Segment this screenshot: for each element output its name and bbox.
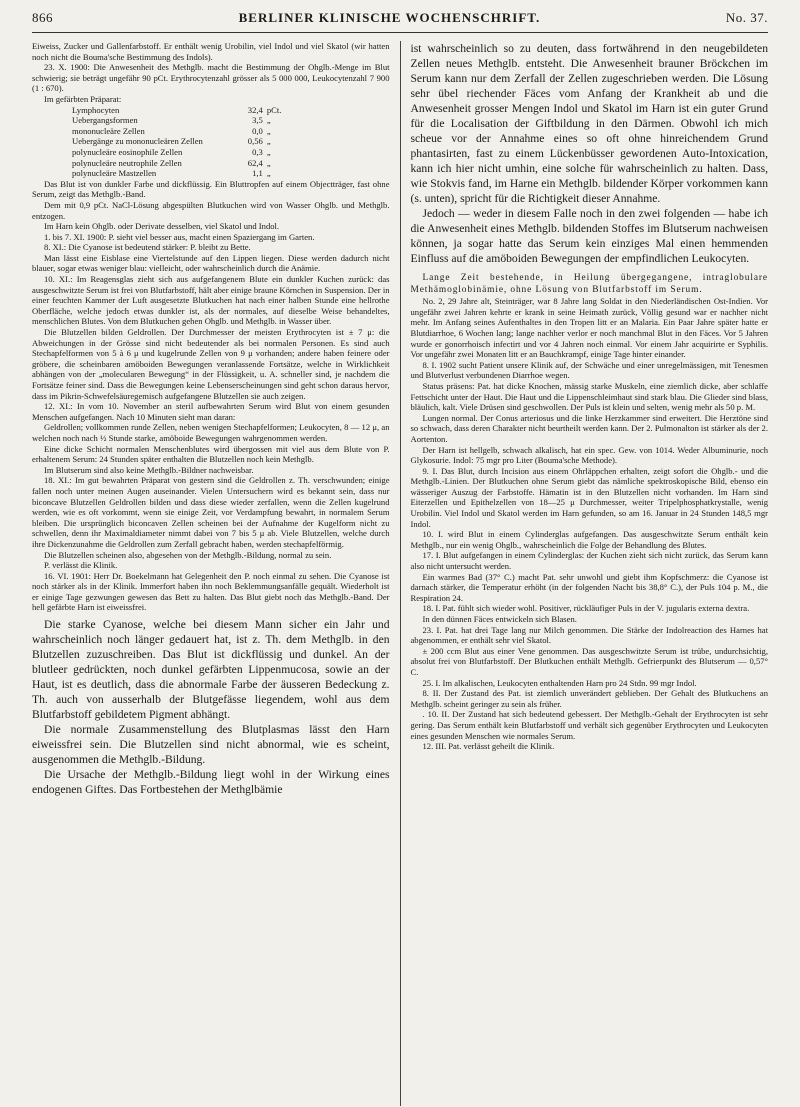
cell-unit: „ [266,125,271,136]
page-number: 866 [32,10,53,25]
issue-number: No. 37. [725,10,768,25]
running-header [32,10,768,33]
cell-unit: „ [266,157,271,168]
cell-unit: „ [266,146,271,157]
paragraph: Die normale Zusammenstellung des Blutplasmas lässt den Harn eiweissfrei sein. Die Blutzellen sind nicht abnormal, wie es scheint, ausgenommen die Methglb.-Bildung. [32,723,390,767]
paragraph: 23. X. 1900: Die Anwesenheit des Methglb. macht die Bestimmung der Ohglb.-Menge im Blut schwierig; sie beträgt ungefähr 90 pCt. Erythrocytenzahl grösser als 5 000 000, Leukocytenzahl 7 900 (1 : 670). [32,62,390,94]
left-column [32,41,390,1106]
paragraph: Jedoch — weder in diesem Falle noch in den zwei folgenden — habe ich die Anwesenheit eines Methglb. bildenden Stoffes im Blutserum nachweisen können, ja sogar hatte das Serum kein einziges Mal einen hemmenden Einfluss auf die amöboiden Bewegungen der empfindlichen Leukocyten. [410,207,768,265]
cell-label: polynucleäre Mastzellen [72,168,157,179]
paragraph: Ein warmes Bad (37° C.) macht Pat. sehr unwohl und giebt ihm Kopfschmerz: die Cyanose ist darnach stärker, die Temperatur erhöht (in der folgenden Nacht bis 38,8° C.), der Puls 104 p. M., die Respiration 24. [410,571,768,603]
paragraph: Die Blutzellen bilden Geldrollen. Der Durchmesser der meisten Erythrocyten ist ± 7 μ: die Abweichungen in der Grösse sind nicht bedeutender als bei normalen Personen. Es sind auch Stechapfelformen von 5 à 6 μ und kugelrunde Zellen von 9 μ vorhanden; andere haben feinere oder gröbere, die scheinbaren amöboiden Bewegungen veranlassende Fortsätze, welche in Wirklichkeit abhängen von der „molecularen Bewegung“ in der Flüssigkeit, u. A. schneller sind, je nachdem die Fortsätze feiner sind. Dass die Bewegungen keine Lebenserscheinungen sind geht schon daraus hervor, dass im Pikrin-Schwefelsäuregemisch aufgefangene Blutzellen sie auch zeigen. [32,327,390,401]
two-column-body [32,41,768,1106]
cell-unit: pCt. [266,104,282,115]
cell-value: 0,3 [252,146,263,157]
paragraph: 10. XI.: Im Reagensglas zieht sich aus aufgefangenem Blute ein dunkler Kuchen zurück: das ausgeschwitzte Serum ist frei von Blutfarbstoff, hält aber einige braune Körnchen in Suspension. Der in einer feuchten Kammer der Luft ausgesetzte Blutkuchen hat nach einer halben Stunde eine hellrothe Oberfläche, welche jedoch etwas dunkler ist, als der normales, auf dieselbe Weise behandeltes, menschlichen Blutes. Von dem Blutkuchen gehen Ohglb. und Methglb. in Wasser über. [32,274,390,327]
table-row [72,105,281,116]
paragraph: ± 200 ccm Blut aus einer Vene genommen. Das ausgeschwitzte Serum ist trübe, undurchsichtig, absolut frei von Blutfarbstoff. Der Blutkuchen enthält Methglb. Gefrierpunkt des Blutserum — 0,57° C. [410,645,768,677]
paragraph: Eine dicke Schicht normalen Menschenblutes wird übergossen mit viel aus dem Blute von P. erhaltenem Serum: 24 Stunden später enthalten die Blutzellen noch kein Methglb. [32,443,390,465]
paragraph: No. 2, 29 Jahre alt, Steinträger, war 8 Jahre lang Soldat in den Niederländischen Ost-Indien. Vor ungefähr zwei Jahren kehrte er krank in seine Heimath zurück, Völlig gesund war er nachher nicht mehr. Im Anfang seines Aufenthaltes in den Tropen litt er an Malaria. Ein Paar Jahre später hatte er Blutdiarrhoe, 6 Wochen lang; lange nachher verlor er noch manchmal Blut in den Fäces. Vor 5 Jahren wurde er gonorrhoisch infectirt und vor 4 Jahren noch einmal. Vor einem Jahr acquirirte er Syphilis. Vor ungefähr zwei Monaten litt er an Bauchkrampf, einige Tage hinter einander. [410,296,768,360]
paragraph: Der Harn ist hellgelb, schwach alkalisch, hat ein spec. Gew. von 1014. Weder Albuminurie, noch Glykosurie. Indol: 75 mgr pro Liter (Bouma'sche Methode). [410,444,768,466]
paragraph: Im Harn kein Ohglb. oder Derivate desselben, viel Skatol und Indol. [44,221,280,232]
cell-value: 1,1 [252,168,263,179]
paragraph: 17. I. Blut aufgefangen in einem Cylinderglas: der Kuchen zieht sich nicht zurück, das Serum kann also nicht untersucht werden. [410,550,768,572]
paragraph: 12. XI.: In vom 10. November an steril aufbewahrten Serum wird Blut von einem gesunden Menschen aufgefangen. Nach 10 Minuten sieht man daran: [32,401,390,422]
paragraph: Die Blutzellen scheinen also, abgesehen von der Methglb.-Bildung, normal zu sein. [44,549,332,560]
paragraph: 9. I. Das Blut, durch Incision aus einem Ohrläppchen erhalten, zeigt sofort die Ohglb.- und die Methglb.-Linien. Der Blutkuchen ohne Serum giebt das nämliche spektroskopische Bild, ebenso ein wässeriger Auszug der Farbstoffe. Hämatin ist in den Blutzellen nicht vorhanden. Im Harn sind Eiterzellen und Epithelzellen von 18—25 μ Durchmesser, weiter Tripelphosphatkrystalle, wenig Urobilin. Viel Indol und Skatol werden im Harn gefunden, so am 16. Januar in 24 Stunden 148,5 mgr Indol. [410,465,768,529]
cell-label: polynucleäre neutrophile Zellen [72,157,182,168]
cell-count-table [72,105,281,179]
paragraph: 25. I. Im alkalischen, Leukocyten enthaltenden Harn pro 24 Stdn. 99 mgr Indol. [422,677,697,688]
paragraph: 8. XI.: Die Cyanose ist bedeutend stärker: P. bleibt zu Bette. [44,242,251,253]
cell-label: polynucleäre eosinophile Zellen [72,146,183,157]
paragraph: 8. I. 1902 sucht Patient unsere Klinik auf, der Schwäche und einer unregelmässigen, mit Tenesmen und Blutverlust verbundenen Diarrhoe wegen. [410,359,768,381]
paragraph: 23. I. Pat. hat drei Tage lang nur Milch genommen. Die Stärke der Indolreaction des Harnes hat abgenommen, er enthält sehr viel Skatol. [410,624,768,646]
paragraph: 10. I. wird Blut in einem Cylinderglas aufgefangen. Das ausgeschwitzte Serum enthält kein Methglb., nur ein wenig Ohglb., wahrscheinlich die Folge der Behandlung des Blutes. [410,529,768,550]
paragraph: Im gefärbten Präparat: [44,93,122,104]
paragraph: Man lässt eine Eisblase eine Viertelstunde auf den Lippen liegen. Diese werden dadurch nicht blauer, sogar etwas weniger blau: vielleicht, oder wahrscheinlich durch die Anämie. [32,252,390,274]
cell-label: Lymphocyten [72,104,120,115]
paragraph: Geldrollen; vollkommen runde Zellen, neben wenigen Stechapfelformen; Leukocyten, 8 — 12 μ, an welchen noch nach ½ Stunde starke, amöboide Bewegungen wahrgenommen werden. [32,422,390,443]
table-row [72,136,281,147]
paragraph: 12. III. Pat. verlässt geheilt die Klinik. [422,741,555,752]
paragraph: P. verlässt die Klinik. [44,560,118,571]
paragraph: Eiweiss, Zucker und Gallenfarbstoff. Er enthält wenig Urobilin, viel Indol und viel Skatol (wir hatten noch nicht die Bouma'sche Bestimmung des Indols). [32,41,390,62]
journal-title: BERLINER KLINISCHE WOCHENSCHRIFT. [238,10,541,25]
column-divider [400,41,401,1106]
cell-unit: „ [266,136,271,147]
paragraph: Im Blutserum sind also keine Methglb.-Bildner nachweisbar. [44,464,254,475]
table-row [72,126,281,137]
right-column [410,41,768,1106]
paragraph: In den dünnen Fäces entwickeln sich Blasen. [422,614,577,624]
paragraph: Status präsens: Pat. hat dicke Knochen, mässig starke Muskeln, eine ziemlich dicke, aber schlaffe Fettschicht unter der Haut. Die Haut und die Lippenschleimhaut sind stark blau. Die Glieder sind blass, bläulich, kalt. Viele Drüsen sind geschwollen. Der Puls ist klein und selten, wenig mehr als 50 p. M. [410,380,768,413]
paragraph: . 10. II. Der Zustand hat sich bedeutend gebessert. Der Methglb.-Gehalt der Erythrocyten ist sehr gering. Das Serum enthält kein Blutfarbstoff und verhält sich gegenüber Erythrocyten und Leukocyten eines gesunden Menschen wie normales Serum. [410,709,768,741]
paragraph: Die Ursache der Methglb.-Bildung liegt wohl in der Wirkung eines endogenen Giftes. Das Fortbestehen der Methglbämie [32,768,390,797]
paragraph: Die starke Cyanose, welche bei diesem Mann sicher ein Jahr und wahrscheinlich noch länger gedauert hat, ist z. Th. dem Methglb. in den Blutzellen zuzuschreiben. Das Blut ist dickflüssig und dunkel. An der blutleer gedrückten, noch dunkel gefärbten Lippenmucosa, sowie an der Haut, ist es deutlich, dass die abnormale Farbe der äusseren Bedeckung z. Th. auch von ausserhalb der Blutgefässe liegendem, wohl aus dem Blutfarbstoff gebildetem Pigment abhängt. [32,618,390,722]
paragraph: Lungen normal. Der Conus arteriosus und die linke Herzkammer sind erweitert. Die Herztöne sind so schwach, dass deren Charakter nicht beurtheilt werden kann. Der 2. Pulmonalton ist stärker als der 2. Aortenton. [410,412,768,444]
cell-label: Uebergänge zu mononucleären Zellen [72,136,203,147]
cell-unit: „ [266,115,271,126]
paragraph: 8. II. Der Zustand des Pat. ist ziemlich unverändert geblieben. Der Gehalt des Blutkuchens an Methglb. scheint geringer zu sein als früher. [410,688,768,709]
cell-value: 3,5 [252,115,263,126]
cell-value: 62,4 [247,157,263,168]
paragraph: Das Blut ist von dunkler Farbe und dickflüssig. Ein Bluttropfen auf einem Objectträger, fast ohne Serum, zeigt das Methglb.-Band. [32,178,390,200]
paragraph: 1. bis 7. XI. 1900: P. sieht viel besser aus, macht einen Spaziergang im Garten. [44,231,315,242]
paragraph: ist wahrscheinlich so zu deuten, dass fortwährend in den neugebildeten Zellen neues Methglb. entsteht. Die Anwesenheit brauner Bröckchen im Serum kann nur dem Zerfall der Zellen zugeschrieben werden. Die Lösung sehr übel riechender Fäces vom Anfang der Krankheit ab und die Anwesenheit grosser Mengen Indol und Skatol im Harn ist ein guter Grund für die Localisation der Giftbildung in den Därmen. Obwohl ich mich scheue vor der Annahme eines so oft ohne hinreichendem Grund phantasirten, fast zu einem Lückenbüsser gewordenen Auto-Intoxication, kann ich hier nicht umhin, eine solche für wahrscheinlich zu halten. Dass, wie Stokvis fand, im Harne ein Methglb. bildender Körper vorkommen kann (s. unten), spricht für die Richtigkeit dieser Annahme. [410,42,768,205]
paragraph: 18. XI.: Im gut bewahrten Präparat von gestern sind die Geldrollen z. Th. verschwunden; einige fallen noch unter meinen Augen auseinander. Vielen Untersuchern wird es bekannt sein, dass nur biconcave Blutzellen Geldrollen bilden und dass diese wieder zerfallen, wenn die Zellen kugelrund werden, wie es oft vorkommt, wenn sie einige Zeit, vor Verdampfung bewahrt, in normalem Serum bleiben. Die ursprünglich biconcaven Zellen scheinen bei der Aufnahme der Kugelform nicht zu schwellen, denn ihr Maximaldiameter nimmt dabei von 7 bis 5 μ ab. Viele Blutzellen, welche durch ihre Dickenzunahme die Geldrollen zum Zerfall gebracht haben, werden stechapfelförmig. [32,475,390,549]
paragraph: Dem mit 0,9 pCt. NaCl-Lösung abgespülten Blutkuchen wird von Wasser Ohglb. und Methglb. entzogen. [32,199,390,221]
cell-value: 0,0 [252,125,263,136]
table-row [72,168,281,179]
table-row [72,158,281,169]
cell-label: mononucleäre Zellen [72,125,145,136]
paragraph: 16. VI. 1901: Herr Dr. Boekelmann hat Gelegenheit den P. noch einmal zu sehen. Die Cyanose ist noch stärker als in der Klinik. Immerfort haben ihn noch Beklemmungsanfälle gequält. Wiederholt ist er einige Tage gezwungen gewesen das Bett zu halten. Das Blut giebt noch das Methglb.-Band. Der hell gefärbte Harn ist eiweissfrei. [32,570,390,613]
cell-label: Uebergangsformen [72,115,138,126]
cell-value: 32,4 [247,104,263,115]
cell-unit: „ [266,168,271,179]
cell-value: 0,56 [247,136,263,147]
table-row [72,115,281,126]
table-row [72,147,281,158]
case-heading: Lange Zeit bestehende, in Heilung übergegangene, intraglobulare Methämoglobinämie, ohne Lösung von Blutfarbstoff im Serum. [410,273,768,295]
paragraph: 18. I. Pat. fühlt sich wieder wohl. Positiver, rückläufiger Puls in der V. jugularis externa dextra. [422,603,750,614]
